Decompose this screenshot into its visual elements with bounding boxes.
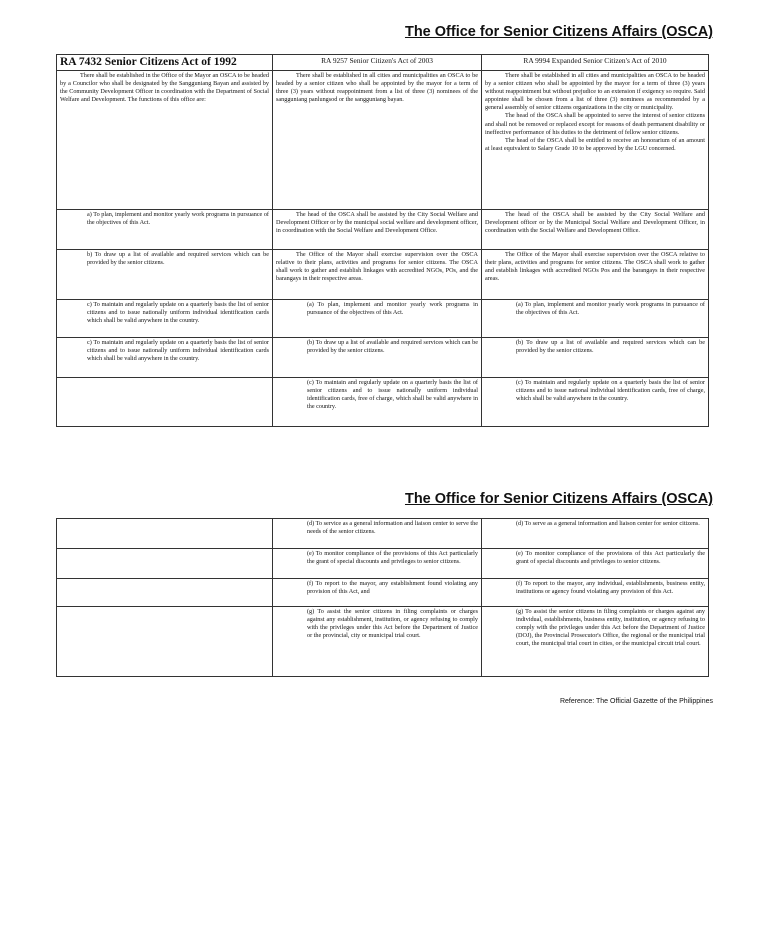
table-cell: c) To maintain and regularly update on a quarterly basis the list of senior citizens and to issue nationally uniform individual identification cards which shall be valid anywhere in the country. xyxy=(57,300,273,338)
table-row xyxy=(57,378,709,427)
table-cell: (f) To report to the mayor, any establishment found violating any provision of this Act, and xyxy=(273,579,482,607)
table-cell xyxy=(57,607,273,677)
table-row xyxy=(57,549,709,579)
table-cell: (e) To monitor compliance of the provisions of this Act particularly the grant of special discounts and privileges to senior citizens. xyxy=(273,549,482,579)
table-cell: c) To maintain and regularly update on a quarterly basis the list of senior citizens and to issue nationally uniform individual identification cards which shall be valid anywhere in the country. xyxy=(57,338,273,378)
table-cell: (a) To plan, implement and monitor yearly work programs in pursuance of the objectives of this Act. xyxy=(273,300,482,338)
table-row xyxy=(57,579,709,607)
table-cell: The Office of the Mayor shall exercise supervision over the OSCA relative to their plans, activities and programs for senior citizens. The OSCA shall work to gather and establish linkages with accredited NGOs, POs, and the barangays in their respective areas. xyxy=(273,250,482,300)
table-row xyxy=(57,519,709,549)
table-cell: (d) To service as a general information and liaison center to serve the needs of the senior citizens. xyxy=(273,519,482,549)
table-cell xyxy=(57,519,273,549)
table-row xyxy=(57,71,709,210)
column-header-ra9994: RA 9994 Expanded Senior Citizen's Act of 2010 xyxy=(482,55,709,71)
table-cell: The head of the OSCA shall be assisted by the City Social Welfare and Development officer or by the Municipal Social Welfare and Development Officer, in coordination with the Social Welfare and Development Office. xyxy=(482,210,709,250)
table-cell: There shall be established in all cities and municipalities an OSCA to be headed by a senior citizen who shall be appointed by the mayor for a term of three (3) years without reappointment from a list of three (3) nominees of the sangguniang panlungsod or the sangguniang bayan. xyxy=(273,71,482,210)
table-cell: There shall be established in all cities and municipalities an OSCA to be headed by a senior citizen who shall be appointed by the mayor for a term of three (3) years without reappointment but without prejudice to an extension if exigency so require. Said appointee shall be chosen from a list of three (3) nominees as recommended by a general assembly of senior citizens organizations in the city or municipality. The head of the OSCA shall be appointed to serve the interest of senior citizens and shall not be removed or replaced except for reasons of death permanent disability or ineffective performance of his duties to the detriment of fellow senior citizens. The head of the OSCA shall be entitled to receive an honorarium of an amount at least equivalent to Salary Grade 10 to be approved by the LGU concerned. xyxy=(482,71,709,210)
table-cell: b) To draw up a list of available and required services which can be provided by the senior citizens. xyxy=(57,250,273,300)
reference-note: Reference: The Official Gazette of the Philippines xyxy=(559,698,713,705)
page-title: The Office for Senior Citizens Affairs (OSCA) xyxy=(404,24,713,40)
column-header-ra9257: RA 9257 Senior Citizen's Act of 2003 xyxy=(273,55,482,71)
table-row xyxy=(57,338,709,378)
table-cell: (a) To plan, implement and monitor yearly work programs in pursuance of the objectives of this Act. xyxy=(482,300,709,338)
table-cell: (c) To maintain and regularly update on a quarterly basis the list of senior citizens and to issue national individual identification cards, free of charge, which shall be valid anywhere in the country. xyxy=(482,378,709,427)
table-cell xyxy=(57,579,273,607)
table-cell: (b) To draw up a list of available and required services which can be provided by the senior citizens. xyxy=(482,338,709,378)
table-header-row xyxy=(57,55,709,71)
table-row xyxy=(57,300,709,338)
column-header-ra7432: RA 7432 Senior Citizens Act of 1992 xyxy=(57,55,273,71)
comparison-table xyxy=(56,54,709,427)
table-cell: (c) To maintain and regularly update on a quarterly basis the list of senior citizens and to issue nationally uniform individual identification cards, free of charge, which shall be valid anywhere in the country. xyxy=(273,378,482,427)
table-cell xyxy=(57,378,273,427)
page-title: The Office for Senior Citizens Affairs (OSCA) xyxy=(404,491,713,507)
table-cell: (b) To draw up a list of available and required services which can be provided by the senior citizens. xyxy=(273,338,482,378)
table-cell: (e) To monitor compliance of the provisions of this Act particularly the grant of special discounts and privileges to senior citizens. xyxy=(482,549,709,579)
table-cell: a) To plan, implement and monitor yearly work programs in pursuance of the objectives of this Act. xyxy=(57,210,273,250)
table-cell: (g) To assist the senior citizens in filing complaints or charges against any establishment, institution, or agency refusing to comply with the privileges under this Act before the Department of Justice or the provincial, city or municipal trial court. xyxy=(273,607,482,677)
table-cell: (g) To assist the senior citizens in filing complaints or charges against any individual, establishments, business entity, institution, or agency refusing to comply with the privileges under this Act before the Department of Justice (DOJ), the Provincial Prosecutor's Office, the regional or the municipal trial court, the municipal trial court in cities, or the municipal circuit trial court. xyxy=(482,607,709,677)
comparison-table-continued xyxy=(56,518,709,677)
table-cell xyxy=(57,549,273,579)
table-row xyxy=(57,250,709,300)
table-cell: The Office of the Mayor shall exercise supervision over the OSCA relative to their plans, activities and programs for senior citizens. The OSCA shall work to gather and establish linkages with accredited NGOs Pos and the barangays in their respective areas. xyxy=(482,250,709,300)
table-row xyxy=(57,607,709,677)
table-cell: The head of the OSCA shall be assisted by the City Social Welfare and Development Officer or by the municipal social welfare and development officer, in coordination with the Social Welfare and Development Office. xyxy=(273,210,482,250)
table-cell: There shall be established in the Office of the Mayor an OSCA to be headed by a Councilor who shall be designated by the Sangguniang Bayan and assisted by the Community Development Officer in coordination with the Department of Social Welfare and Development. The functions of this office are: xyxy=(57,71,273,210)
table-cell: (f) To report to the mayor, any individual, establishments, business entity, institutions or agency found violating any provision of this Act. xyxy=(482,579,709,607)
table-row xyxy=(57,210,709,250)
table-cell: (d) To serve as a general information and liaison center for senior citizens. xyxy=(482,519,709,549)
